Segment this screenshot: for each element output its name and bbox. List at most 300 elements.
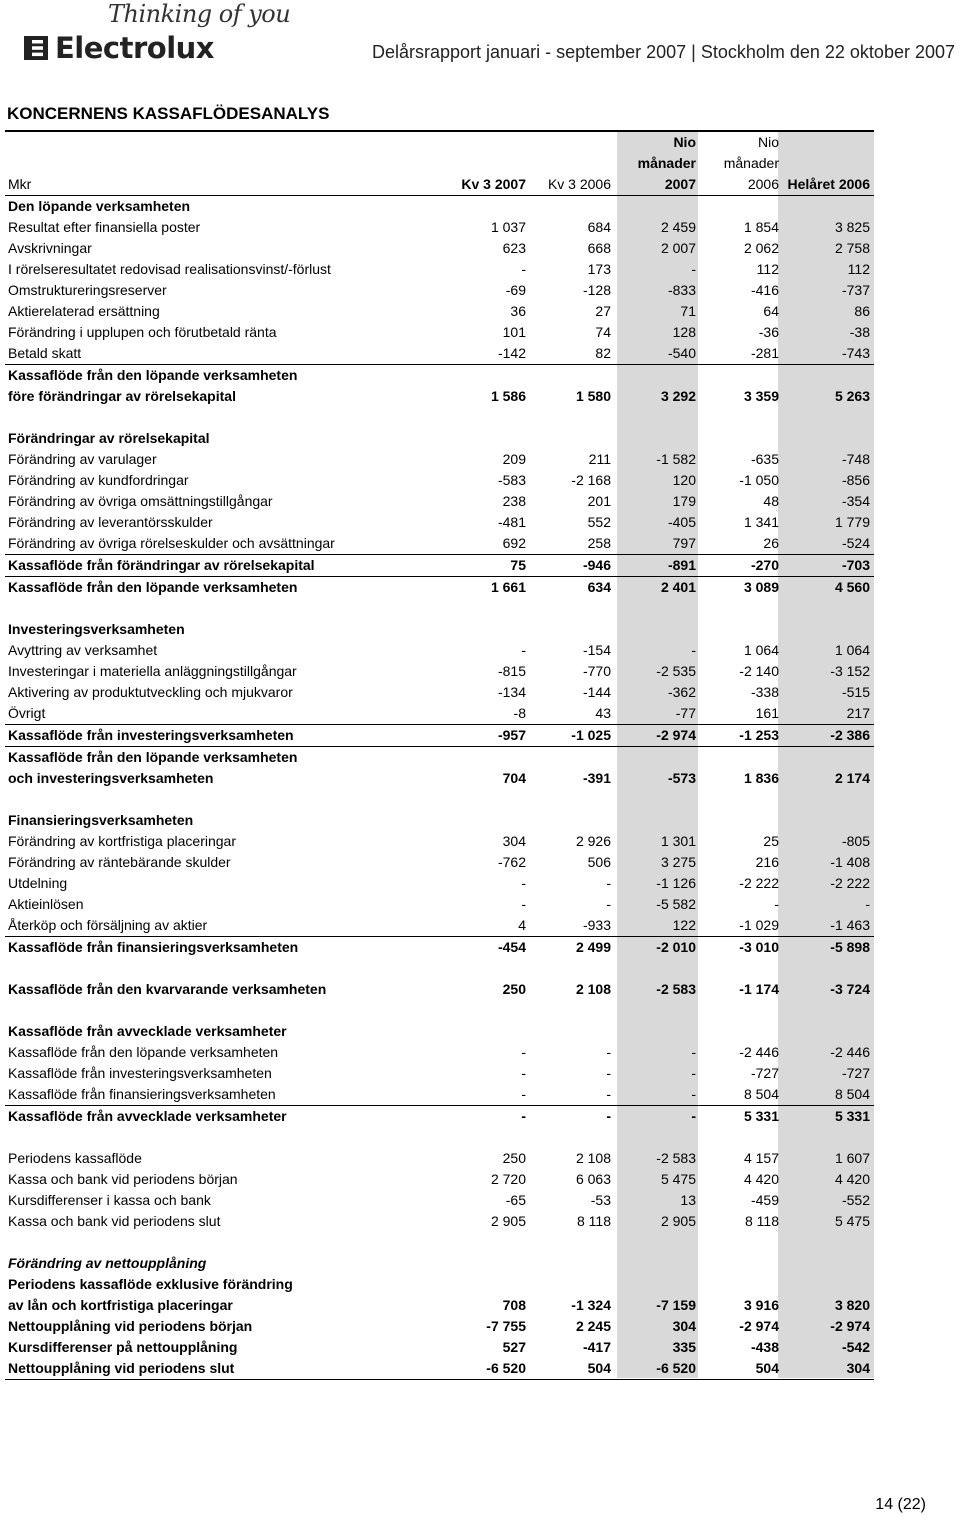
table-row bbox=[5, 577, 874, 599]
value-cell bbox=[700, 1253, 783, 1274]
empty-cell bbox=[5, 789, 445, 810]
value-cell: 86 bbox=[854, 303, 870, 319]
value-cell: 101 bbox=[502, 324, 526, 340]
value-cell: - bbox=[615, 1084, 700, 1106]
value-cell: 3 916 bbox=[743, 1297, 779, 1313]
table-row bbox=[5, 196, 874, 218]
empty-cell bbox=[530, 407, 615, 428]
value-cell: -1 050 bbox=[739, 472, 779, 488]
value-cell: 4 157 bbox=[743, 1150, 779, 1166]
value-cell: -573 bbox=[667, 770, 696, 786]
value-cell: -540 bbox=[615, 343, 700, 365]
value-cell: 112 bbox=[756, 261, 779, 277]
row-label: Förändring i upplupen och förutbetald ränta bbox=[8, 324, 277, 340]
value-cell bbox=[445, 1253, 530, 1274]
table-row bbox=[5, 1063, 874, 1084]
value-cell: -635 bbox=[750, 451, 779, 467]
table-row bbox=[5, 747, 874, 769]
value-cell bbox=[530, 1274, 615, 1295]
empty-cell bbox=[783, 1000, 874, 1021]
value-cell: 1 301 bbox=[660, 833, 696, 849]
value-cell: -362 bbox=[667, 684, 696, 700]
value-cell: -2 583 bbox=[656, 1150, 696, 1166]
value-cell: - bbox=[521, 1065, 526, 1081]
value-cell: 74 bbox=[595, 324, 611, 340]
value-cell: 2 245 bbox=[575, 1318, 611, 1334]
value-cell: -53 bbox=[590, 1192, 611, 1208]
value-cell bbox=[530, 1021, 615, 1042]
table-row bbox=[5, 682, 874, 703]
empty-cell bbox=[530, 1000, 615, 1021]
row-label: Investeringar i materiella anläggningstillgångar bbox=[8, 663, 297, 679]
value-cell: -154 bbox=[582, 642, 611, 658]
value-cell: - bbox=[521, 1044, 526, 1060]
row-label: Kassaflöde från avvecklade verksamheter bbox=[8, 1108, 287, 1124]
value-cell: -1 463 bbox=[783, 915, 874, 937]
value-cell: 128 bbox=[672, 324, 696, 340]
empty-cell bbox=[700, 1232, 783, 1253]
empty-cell bbox=[5, 1000, 445, 1021]
value-cell: 2 062 bbox=[743, 240, 779, 256]
value-cell: 1 836 bbox=[743, 770, 779, 786]
row-label: Kursdifferenser i kassa och bank bbox=[8, 1192, 211, 1208]
page-header bbox=[0, 0, 960, 70]
empty-cell bbox=[783, 1232, 874, 1253]
value-cell bbox=[783, 747, 874, 769]
value-cell: 238 bbox=[502, 493, 526, 509]
row-label: Förändring av övriga omsättningstillgångar bbox=[8, 493, 273, 509]
table-row bbox=[5, 343, 874, 365]
row-label: Förändring av varulager bbox=[8, 451, 157, 467]
empty-cell bbox=[530, 1232, 615, 1253]
value-cell: 3 820 bbox=[834, 1297, 870, 1313]
value-cell: -36 bbox=[758, 324, 779, 340]
value-cell: 2 905 bbox=[490, 1213, 526, 1229]
value-cell: -405 bbox=[667, 514, 696, 530]
empty-cell bbox=[700, 789, 783, 810]
value-cell: 173 bbox=[587, 261, 611, 277]
table-row bbox=[5, 1274, 874, 1295]
value-cell bbox=[615, 196, 700, 218]
value-cell: -583 bbox=[497, 472, 526, 488]
empty-cell bbox=[700, 1127, 783, 1148]
value-cell: -542 bbox=[841, 1339, 870, 1355]
table-row bbox=[5, 301, 874, 322]
col-header-nio-2006: Nio månader 2006 bbox=[700, 131, 783, 196]
value-cell: 5 475 bbox=[834, 1213, 870, 1229]
value-cell: 179 bbox=[672, 493, 696, 509]
empty-cell bbox=[615, 1127, 700, 1148]
value-cell bbox=[700, 428, 783, 449]
value-cell: 304 bbox=[783, 1358, 874, 1380]
value-cell: 634 bbox=[587, 579, 611, 595]
table-row bbox=[5, 1190, 874, 1211]
value-cell bbox=[700, 365, 783, 387]
value-cell: -416 bbox=[750, 282, 779, 298]
value-cell bbox=[530, 1253, 615, 1274]
value-cell: 6 063 bbox=[575, 1171, 611, 1187]
table-row bbox=[5, 1042, 874, 1063]
value-cell bbox=[445, 365, 530, 387]
empty-cell bbox=[445, 598, 530, 619]
value-cell: -128 bbox=[582, 282, 611, 298]
value-cell: 527 bbox=[502, 1339, 526, 1355]
value-cell: - bbox=[521, 642, 526, 658]
value-cell: 304 bbox=[672, 1318, 696, 1334]
value-cell bbox=[445, 747, 530, 769]
empty-cell bbox=[700, 407, 783, 428]
value-cell: 4 420 bbox=[743, 1171, 779, 1187]
value-cell: -1 174 bbox=[739, 981, 779, 997]
empty-cell bbox=[615, 789, 700, 810]
table-row bbox=[5, 470, 874, 491]
value-cell: 504 bbox=[700, 1358, 783, 1380]
empty-cell bbox=[615, 598, 700, 619]
value-cell bbox=[700, 1274, 783, 1295]
empty-cell bbox=[445, 958, 530, 979]
value-cell bbox=[615, 1274, 700, 1295]
page-title: KONCERNENS KASSAFLÖDESANALYS bbox=[7, 104, 330, 123]
row-label: Nettoupplåning vid periodens slut bbox=[5, 1358, 445, 1380]
empty-cell bbox=[5, 958, 445, 979]
value-cell bbox=[530, 810, 615, 831]
value-cell: 684 bbox=[587, 219, 611, 235]
value-cell: -7 159 bbox=[656, 1297, 696, 1313]
value-cell: 8 118 bbox=[577, 1213, 611, 1229]
row-label: Förändring av leverantörsskulder bbox=[8, 514, 213, 530]
value-cell: - bbox=[691, 261, 696, 277]
page-number: 14 (22) bbox=[875, 1496, 926, 1513]
table-row bbox=[5, 1106, 874, 1128]
table-row bbox=[5, 512, 874, 533]
value-cell: 64 bbox=[763, 303, 779, 319]
table-row bbox=[5, 1295, 874, 1316]
value-cell: 161 bbox=[700, 703, 783, 725]
value-cell: 8 504 bbox=[700, 1084, 783, 1106]
col-header-kv3-2007: Kv 3 2007 bbox=[445, 131, 530, 196]
value-cell: -417 bbox=[582, 1339, 611, 1355]
table-row bbox=[5, 768, 874, 789]
value-cell: -2 974 bbox=[830, 1318, 870, 1334]
value-cell: 71 bbox=[680, 303, 696, 319]
table-header-row bbox=[5, 131, 874, 196]
value-cell: -1 582 bbox=[656, 451, 696, 467]
col-header-mkr: Mkr bbox=[5, 131, 445, 196]
value-cell bbox=[445, 619, 530, 640]
row-label: Kassaflöde från den löpande verksamheten bbox=[8, 367, 298, 383]
table-row bbox=[5, 725, 874, 747]
value-cell: - bbox=[606, 896, 611, 912]
row-label: och investeringsverksamheten bbox=[8, 770, 214, 786]
empty-cell bbox=[530, 789, 615, 810]
row-label: Aktivering av produktutveckling och mjukvaror bbox=[8, 684, 293, 700]
value-cell: -2 386 bbox=[783, 725, 874, 747]
table-row bbox=[5, 852, 874, 873]
value-cell bbox=[445, 196, 530, 218]
value-cell: -144 bbox=[582, 684, 611, 700]
value-cell: 504 bbox=[530, 1358, 615, 1380]
value-cell bbox=[445, 1274, 530, 1295]
value-cell: 3 359 bbox=[743, 388, 779, 404]
table-body bbox=[5, 196, 874, 1380]
row-label: Finansieringsverksamheten bbox=[8, 812, 194, 828]
value-cell: 2 926 bbox=[575, 833, 611, 849]
value-cell: 1 607 bbox=[834, 1150, 870, 1166]
value-cell: -438 bbox=[750, 1339, 779, 1355]
value-cell: - bbox=[530, 1084, 615, 1106]
value-cell: -2 010 bbox=[656, 939, 696, 955]
value-cell bbox=[783, 196, 874, 218]
row-label: Avyttring av verksamhet bbox=[8, 642, 158, 658]
value-cell: -1 029 bbox=[700, 915, 783, 937]
value-cell bbox=[783, 619, 874, 640]
empty-cell bbox=[5, 1232, 445, 1253]
value-cell: -515 bbox=[841, 684, 870, 700]
row-label: Aktieinlösen bbox=[8, 896, 84, 912]
value-cell bbox=[783, 365, 874, 387]
row-label: Förändring av räntebärande skulder bbox=[8, 854, 231, 870]
row-label: Förändring av övriga rörelseskulder och avsättningar bbox=[5, 533, 445, 555]
table-row bbox=[5, 428, 874, 449]
cashflow-table-wrap bbox=[5, 130, 875, 1380]
value-cell: - bbox=[521, 875, 526, 891]
value-cell: -459 bbox=[750, 1192, 779, 1208]
value-cell: 4 560 bbox=[834, 579, 870, 595]
row-label: Utdelning bbox=[8, 875, 68, 891]
value-cell bbox=[445, 810, 530, 831]
table-row bbox=[5, 555, 874, 577]
value-cell: 2 720 bbox=[490, 1171, 526, 1187]
empty-cell bbox=[445, 1232, 530, 1253]
table-row bbox=[5, 491, 874, 512]
value-cell: -727 bbox=[841, 1065, 870, 1081]
row-label: Omstruktureringsreserver bbox=[8, 282, 167, 298]
row-label: Kassaflöde från investeringsverksamheten bbox=[8, 1065, 272, 1081]
value-cell bbox=[445, 1021, 530, 1042]
row-label: Övrigt bbox=[5, 703, 445, 725]
row-label: Resultat efter finansiella poster bbox=[8, 219, 201, 235]
col-header-kv3-2006: Kv 3 2006 bbox=[530, 131, 615, 196]
value-cell: 13 bbox=[680, 1192, 696, 1208]
empty-cell bbox=[783, 407, 874, 428]
table-row bbox=[5, 1358, 874, 1380]
value-cell: -1 324 bbox=[571, 1297, 611, 1313]
row-label: Periodens kassaflöde exklusive förändring bbox=[8, 1276, 293, 1292]
value-cell: -524 bbox=[783, 533, 874, 555]
empty-cell bbox=[783, 1127, 874, 1148]
table-row bbox=[5, 937, 874, 959]
value-cell bbox=[530, 619, 615, 640]
value-cell: - bbox=[606, 875, 611, 891]
value-cell: -2 535 bbox=[656, 663, 696, 679]
value-cell: 120 bbox=[672, 472, 696, 488]
value-cell: -856 bbox=[841, 472, 870, 488]
value-cell: 75 bbox=[445, 555, 530, 577]
value-cell: 1 661 bbox=[490, 579, 526, 595]
value-cell: 1 580 bbox=[575, 388, 611, 404]
value-cell bbox=[615, 810, 700, 831]
value-cell: 209 bbox=[502, 451, 526, 467]
value-cell: - bbox=[774, 896, 779, 912]
value-cell: 36 bbox=[510, 303, 526, 319]
value-cell: 25 bbox=[763, 833, 779, 849]
row-label: Kassa och bank vid periodens början bbox=[8, 1171, 238, 1187]
value-cell: -7 755 bbox=[486, 1318, 526, 1334]
spacer-row bbox=[5, 1127, 874, 1148]
empty-cell bbox=[700, 958, 783, 979]
value-cell: -77 bbox=[615, 703, 700, 725]
value-cell: -354 bbox=[841, 493, 870, 509]
value-cell: 5 263 bbox=[834, 388, 870, 404]
value-cell: 2 459 bbox=[660, 219, 696, 235]
table-row bbox=[5, 533, 874, 555]
value-cell: -2 222 bbox=[739, 875, 779, 891]
value-cell: - bbox=[606, 1108, 611, 1124]
row-label: Kassaflöde från avvecklade verksamheter bbox=[8, 1023, 287, 1039]
value-cell: - bbox=[606, 1065, 611, 1081]
row-label: Kassaflöde från den löpande verksamheten bbox=[8, 749, 298, 765]
value-cell: - bbox=[521, 261, 526, 277]
value-cell: 506 bbox=[587, 854, 611, 870]
value-cell: -6 520 bbox=[615, 1358, 700, 1380]
value-cell: -454 bbox=[497, 939, 526, 955]
table-row bbox=[5, 322, 874, 343]
cashflow-table bbox=[5, 130, 874, 1380]
value-cell: -38 bbox=[849, 324, 870, 340]
value-cell: 250 bbox=[502, 981, 526, 997]
value-cell bbox=[783, 428, 874, 449]
value-cell: 5 475 bbox=[660, 1171, 696, 1187]
table-row bbox=[5, 661, 874, 682]
row-label: Nettoupplåning vid periodens början bbox=[8, 1318, 253, 1334]
table-row bbox=[5, 1148, 874, 1169]
value-cell: 122 bbox=[615, 915, 700, 937]
value-cell: -2 583 bbox=[656, 981, 696, 997]
value-cell: 623 bbox=[502, 240, 526, 256]
value-cell: 43 bbox=[530, 703, 615, 725]
table-row bbox=[5, 1211, 874, 1232]
value-cell: -2 140 bbox=[739, 663, 779, 679]
value-cell: 82 bbox=[530, 343, 615, 365]
value-cell: -946 bbox=[530, 555, 615, 577]
value-cell: -481 bbox=[497, 514, 526, 530]
value-cell: 335 bbox=[672, 1339, 696, 1355]
value-cell: -270 bbox=[700, 555, 783, 577]
table-row bbox=[5, 1337, 874, 1358]
value-cell: 3 825 bbox=[834, 219, 870, 235]
value-cell: -1 025 bbox=[530, 725, 615, 747]
value-cell: 1 064 bbox=[834, 642, 870, 658]
value-cell: 3 275 bbox=[660, 854, 696, 870]
empty-cell bbox=[783, 958, 874, 979]
value-cell: - bbox=[691, 1044, 696, 1060]
empty-cell bbox=[615, 1000, 700, 1021]
value-cell: -2 974 bbox=[739, 1318, 779, 1334]
value-cell bbox=[530, 428, 615, 449]
col-header-helaret-2006: Helåret 2006 bbox=[783, 131, 874, 196]
row-label: Den löpande verksamheten bbox=[8, 198, 191, 214]
empty-cell bbox=[700, 598, 783, 619]
table-row bbox=[5, 238, 874, 259]
table-row bbox=[5, 915, 874, 937]
value-cell: 704 bbox=[502, 770, 526, 786]
empty-cell bbox=[783, 598, 874, 619]
row-label: Kassaflöde från den löpande verksamheten bbox=[8, 1044, 279, 1060]
value-cell: -3 724 bbox=[830, 981, 870, 997]
table-row bbox=[5, 619, 874, 640]
table-row bbox=[5, 1169, 874, 1190]
value-cell: -737 bbox=[841, 282, 870, 298]
row-label: Kassaflöde från finansieringsverksamheten bbox=[8, 939, 299, 955]
empty-cell bbox=[615, 1232, 700, 1253]
value-cell: 797 bbox=[615, 533, 700, 555]
row-label: Förändringar av rörelsekapital bbox=[8, 430, 210, 446]
table-row bbox=[5, 703, 874, 725]
table-row bbox=[5, 640, 874, 661]
value-cell: 27 bbox=[595, 303, 611, 319]
value-cell: 217 bbox=[783, 703, 874, 725]
value-cell: -748 bbox=[841, 451, 870, 467]
empty-cell bbox=[615, 958, 700, 979]
value-cell: 1 037 bbox=[490, 219, 526, 235]
spacer-row bbox=[5, 958, 874, 979]
row-label: Kassa och bank vid periodens slut bbox=[8, 1213, 221, 1229]
value-cell: -2 168 bbox=[571, 472, 611, 488]
empty-cell bbox=[5, 407, 445, 428]
empty-cell bbox=[783, 789, 874, 810]
value-cell: -1 408 bbox=[830, 854, 870, 870]
table-row bbox=[5, 873, 874, 894]
spacer-row bbox=[5, 407, 874, 428]
row-label: av lån och kortfristiga placeringar bbox=[8, 1297, 233, 1313]
value-cell bbox=[700, 810, 783, 831]
value-cell bbox=[615, 428, 700, 449]
value-cell: 3 292 bbox=[660, 388, 696, 404]
table-row bbox=[5, 894, 874, 915]
value-cell: -933 bbox=[530, 915, 615, 937]
row-label: Investeringsverksamheten bbox=[8, 621, 185, 637]
value-cell: 8 504 bbox=[783, 1084, 874, 1106]
value-cell: -833 bbox=[667, 282, 696, 298]
row-label: I rörelseresultatet redovisad realisationsvinst/-förlust bbox=[8, 261, 331, 277]
value-cell: - bbox=[521, 896, 526, 912]
value-cell: -6 520 bbox=[445, 1358, 530, 1380]
electrolux-logo-icon bbox=[24, 36, 48, 60]
value-cell: 1 586 bbox=[490, 388, 526, 404]
value-cell: -5 582 bbox=[656, 896, 696, 912]
value-cell: -770 bbox=[582, 663, 611, 679]
value-cell: -727 bbox=[750, 1065, 779, 1081]
value-cell bbox=[783, 1274, 874, 1295]
brand-wordmark: Electrolux bbox=[55, 31, 214, 65]
value-cell: -703 bbox=[783, 555, 874, 577]
value-cell: -815 bbox=[497, 663, 526, 679]
value-cell: -805 bbox=[841, 833, 870, 849]
value-cell: 2 758 bbox=[834, 240, 870, 256]
value-cell: 250 bbox=[502, 1150, 526, 1166]
value-cell bbox=[700, 196, 783, 218]
table-row bbox=[5, 831, 874, 852]
value-cell: 4 bbox=[445, 915, 530, 937]
value-cell: 4 420 bbox=[834, 1171, 870, 1187]
empty-cell bbox=[445, 789, 530, 810]
value-cell: 2 905 bbox=[660, 1213, 696, 1229]
value-cell: -1 126 bbox=[656, 875, 696, 891]
spacer-row bbox=[5, 598, 874, 619]
empty-cell bbox=[700, 1000, 783, 1021]
row-label: Kursdifferenser på nettoupplåning bbox=[8, 1339, 238, 1355]
value-cell: -2 446 bbox=[830, 1044, 870, 1060]
